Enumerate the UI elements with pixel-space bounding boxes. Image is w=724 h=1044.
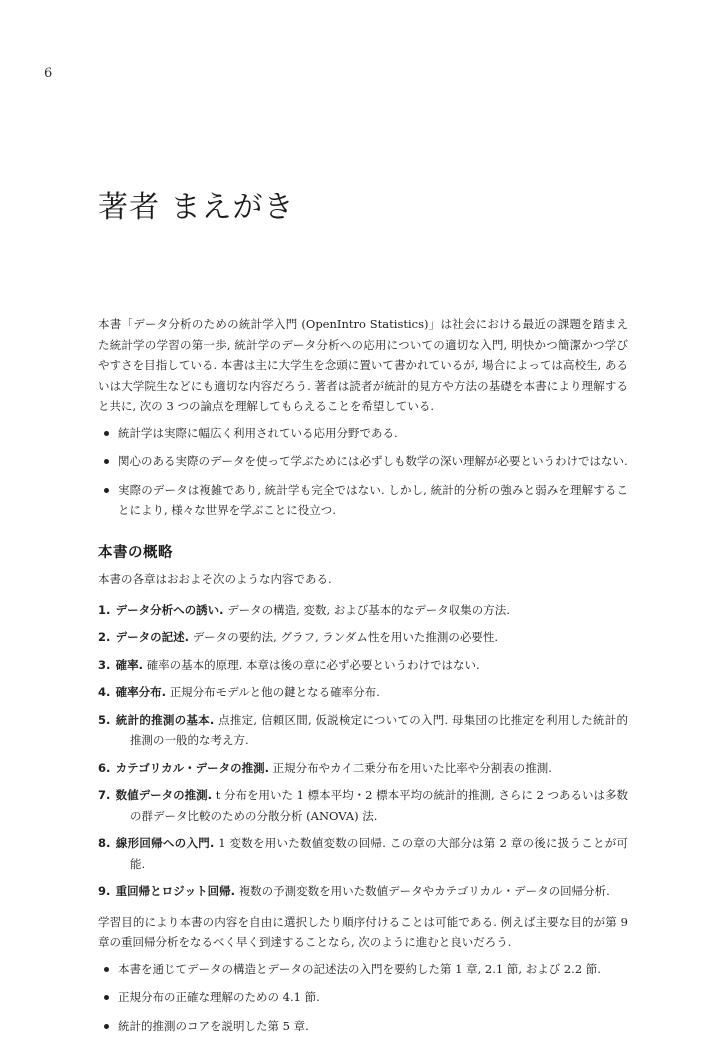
bullet-text: 正規分布の正確な理解のための 4.1 節. [118, 990, 320, 1004]
chapter-title: 確率分布. [115, 685, 167, 699]
intro-paragraph: 本書「データ分析のための統計学入門 (OpenIntro Statistics)」は社会における最近の課題を踏まえた統計学の学習の第一歩, 統計学のデータ分析への応用についての適切な入門, 明快かつ簡潔かつ学びやすさを目指している. 本書は主に大学生を念頭に置いて書かれているが, 場合によっては高校生, あるいは大学院生などにも適切な内容だろう. 著者は読者が統計的見方や方法の基礎を本書により理解すると共に, 次の 3 つの論点を理解してもらえることを希望している. [98, 317, 628, 413]
chapter-item [98, 682, 628, 703]
chapter-item [98, 785, 628, 826]
closing-bullet-list [98, 959, 628, 1037]
list-item [98, 423, 628, 444]
chapter-item [98, 627, 628, 648]
list-item [98, 1016, 628, 1037]
chapter-number: 3. [98, 657, 111, 672]
chapter-item [98, 600, 628, 621]
chapter-description: 正規分布やカイ二乗分布を用いた比率や分割表の推測. [272, 760, 552, 775]
chapter-title: 確率. [115, 657, 144, 672]
bullet-icon [104, 1024, 109, 1029]
chapter-title: 重回帰とロジット回帰. [115, 884, 236, 898]
chapter-description: 確率の基本的原理. 本章は後の章に必ず必要というわけではない. [146, 657, 480, 672]
list-item [98, 959, 628, 980]
bullet-text: 関心のある実際のデータを使って学ぶためには必ずしも数学の深い理解が必要というわけではない. [118, 454, 628, 468]
bullet-text: 実際のデータは複雑であり, 統計学も完全ではない. しかし, 統計的分析の強みと弱みを理解することにより, 様々な世界を学ぶことに役立つ. [118, 482, 628, 517]
page-title: 著者 まえがき [98, 190, 295, 225]
bullet-icon [104, 431, 109, 436]
section-heading: 本書の概略 [98, 544, 173, 561]
chapter-title: カテゴリカル・データの推測. [115, 760, 269, 775]
bullet-icon [104, 488, 109, 493]
chapter-description: 点推定, 信頼区間, 仮説検定についての入門. 母集団の比推定を利用した統計的推測の一般的な考え方. [130, 712, 628, 747]
chapter-item [98, 710, 628, 751]
closing-paragraph: 学習目的により本書の内容を自由に選択したり順序付けることは可能である. 例えば主要な目的が第 9 章の重回帰分析をなるべく早く到達することなら, 次のように進むと良いだろう. [98, 914, 628, 949]
bullet-icon [104, 995, 109, 1000]
chapter-list [98, 600, 628, 902]
chapter-description: 1 変数を用いた数値変数の回帰. この章の大部分は第 2 章の後に扱うことが可能. [130, 836, 629, 871]
list-item [98, 451, 628, 472]
chapter-description: 正規分布モデルと他の鍵となる確率分布. [169, 685, 380, 699]
chapter-title: データの記述. [115, 630, 190, 644]
bullet-icon [104, 967, 109, 972]
chapter-number: 4. [98, 685, 111, 699]
chapter-number: 9. [98, 884, 111, 898]
chapter-item [98, 833, 628, 874]
chapter-number: 6. [98, 760, 111, 775]
chapter-description: 複数の予測変数を用いた数値データやカテゴリカル・データの回帰分析. [238, 884, 610, 898]
chapter-description: データの要約法, グラフ, ランダム性を用いた推測の必要性. [192, 630, 499, 644]
chapter-number: 1. [98, 602, 111, 617]
chapter-description: t 分布を用いた 1 標本平均・2 標本平均の統計的推測, さらに 2 つあるいは多数の群データ比較のための分散分析 (ANOVA) 法. [130, 788, 628, 823]
chapter-number: 8. [98, 836, 111, 850]
chapter-item [98, 655, 628, 676]
chapter-description: データの構造, 変数, および基本的なデータ収集の方法. [227, 602, 510, 617]
page-body [98, 314, 628, 1044]
chapter-title: データ分析への誘い. [115, 602, 224, 617]
chapter-title: 統計的推測の基本. [115, 712, 215, 727]
chapter-title: 数値データの推測. [115, 788, 213, 802]
bullet-text: 本書を通じてデータの構造とデータの記述法の入門を要約した第 1 章, 2.1 節, および 2.2 節. [118, 961, 601, 976]
bullet-icon [104, 459, 109, 464]
chapter-number: 2. [98, 630, 111, 644]
bullet-text: 統計的推測のコアを説明した第 5 章. [118, 1018, 309, 1033]
chapter-item [98, 881, 628, 902]
chapter-number: 7. [98, 788, 111, 802]
intro-bullet-list [98, 423, 628, 521]
bullet-text: 統計学は実際に幅広く利用されている応用分野である. [118, 425, 398, 440]
chapter-item [98, 758, 628, 779]
list-item [98, 987, 628, 1008]
list-item [98, 480, 628, 521]
section-lead: 本書の各章はおおよそ次のような内容である. [98, 572, 332, 586]
chapter-title: 線形回帰への入門. [115, 836, 215, 850]
chapter-number: 5. [98, 712, 111, 727]
page-number: 6 [44, 66, 53, 81]
